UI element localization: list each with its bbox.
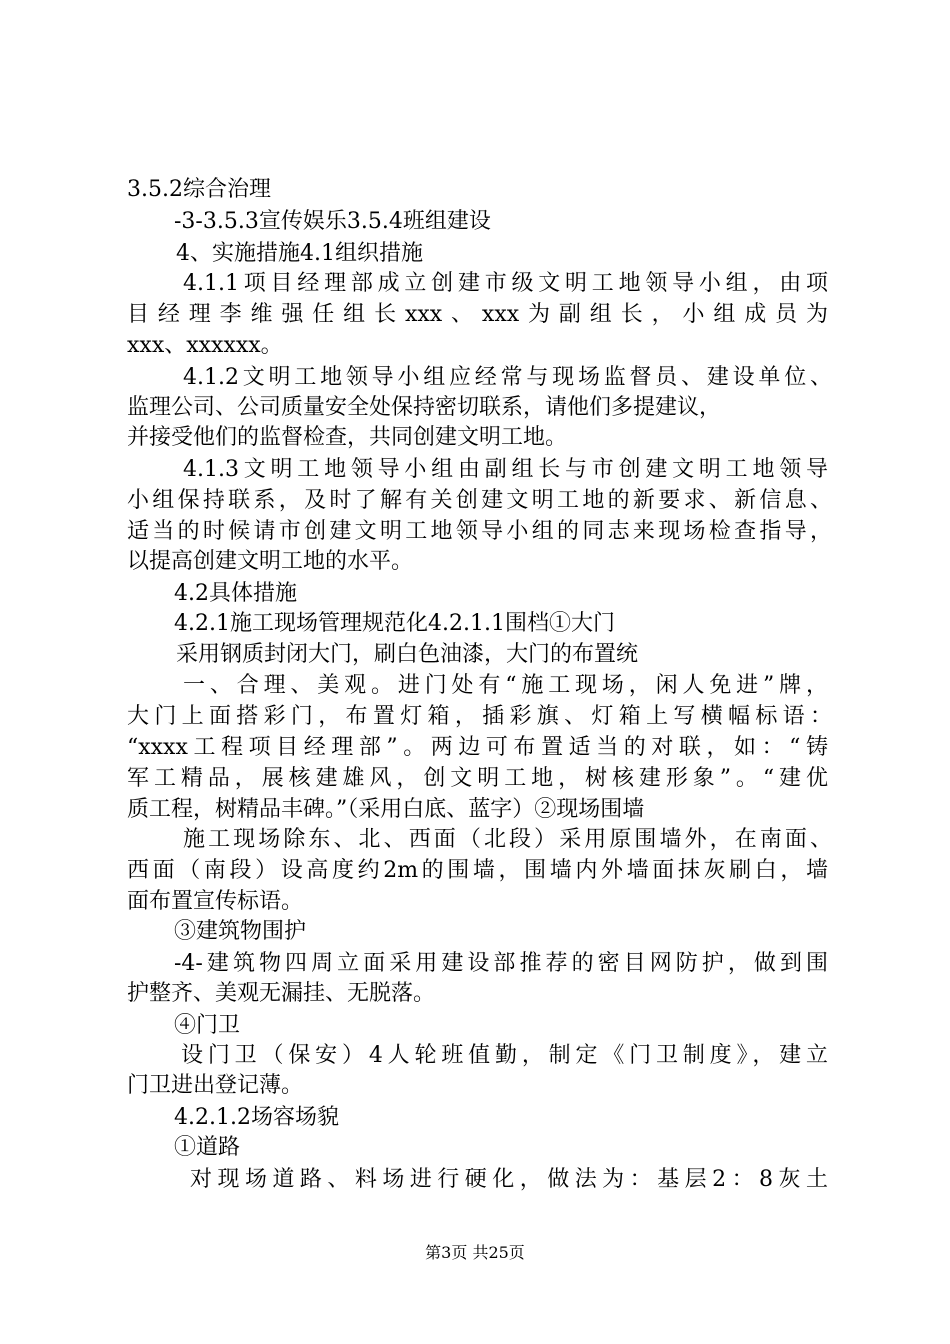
text-line: 护整齐、美观无漏挂、无脱落。 <box>127 981 436 1006</box>
page-footer: 第3页 共25页 <box>425 1243 525 1262</box>
text-line: 并接受他们的监督检查，共同创建文明工地。 <box>127 425 568 450</box>
text-line: 4.2.1施工现场管理规范化4.2.1.1围档①大门 <box>174 611 615 636</box>
text-line: 4.1.2文明工地领导小组应经常与现场监督员、建设单位、 <box>183 365 832 390</box>
text-line: 西面（南段）设高度约2m的围墙，围墙内外墙面抹灰刷白，墙 <box>127 858 828 883</box>
text-line: 一、合理、美观。进门处有“施工现场，闲人免进”牌， <box>183 673 828 698</box>
text-line: 设门卫（保安）4人轮班值勤，制定《门卫制度》，建立 <box>181 1043 828 1068</box>
text-line: 4.2具体措施 <box>174 581 297 606</box>
text-line: 4.1.3文明工地领导小组由副组长与市创建文明工地领导 <box>183 457 828 482</box>
text-line: 门卫进出登记薄。 <box>127 1073 304 1098</box>
text-line: ④门卫 <box>174 1013 241 1038</box>
text-line: 适当的时候请市创建文明工地领导小组的同志来现场检查指导， <box>127 519 832 544</box>
text-line: 4.1.1项目经理部成立创建市级文明工地领导小组，由项 <box>183 271 828 296</box>
text-line: 以提高创建文明工地的水平。 <box>127 549 414 574</box>
text-line: -4-建筑物四周立面采用建设部推荐的密目网防护，做到围 <box>174 951 828 976</box>
text-line: 4、实施措施4.1组织措施 <box>176 241 423 266</box>
text-line: 面布置宣传标语。 <box>127 889 304 914</box>
text-line: 对现场道路、料场进行硬化，做法为：基层2：8灰土 <box>190 1167 828 1192</box>
text-line: ③建筑物围护 <box>174 919 307 944</box>
text-line: 施工现场除东、北、西面（北段）采用原围墙外，在南面、 <box>183 827 832 852</box>
text-line: 3.5.2综合治理 <box>127 177 271 202</box>
text-line: 采用钢质封闭大门，刷白色油漆，大门的布置统 <box>176 642 639 667</box>
text-line: “xxxx工程项目经理部”。两边可布置适当的对联，如：“铸 <box>127 735 828 760</box>
text-line: 目经理李维强任组长xxx、xxx为副组长，小组成员为 <box>127 302 828 327</box>
text-line: -3-3.5.3宣传娱乐3.5.4班组建设 <box>174 209 491 234</box>
text-line: ①道路 <box>174 1135 241 1160</box>
text-line: 质工程，树精品丰碑。”（采用白底、蓝字）②现场围墙 <box>127 797 645 822</box>
text-line: 军工精品，展核建雄风，创文明工地，树核建形象”。“建优 <box>127 766 828 791</box>
text-line: 大门上面搭彩门，布置灯箱，插彩旗、灯箱上写横幅标语： <box>127 704 832 729</box>
text-line: 小组保持联系，及时了解有关创建文明工地的新要求、新信息、 <box>127 488 832 513</box>
text-line: 监理公司、公司质量安全处保持密切联系，请他们多提建议， <box>127 395 722 420</box>
text-line: xxx、xxxxxx。 <box>127 333 283 358</box>
text-line: 4.2.1.2场容场貌 <box>174 1105 339 1130</box>
